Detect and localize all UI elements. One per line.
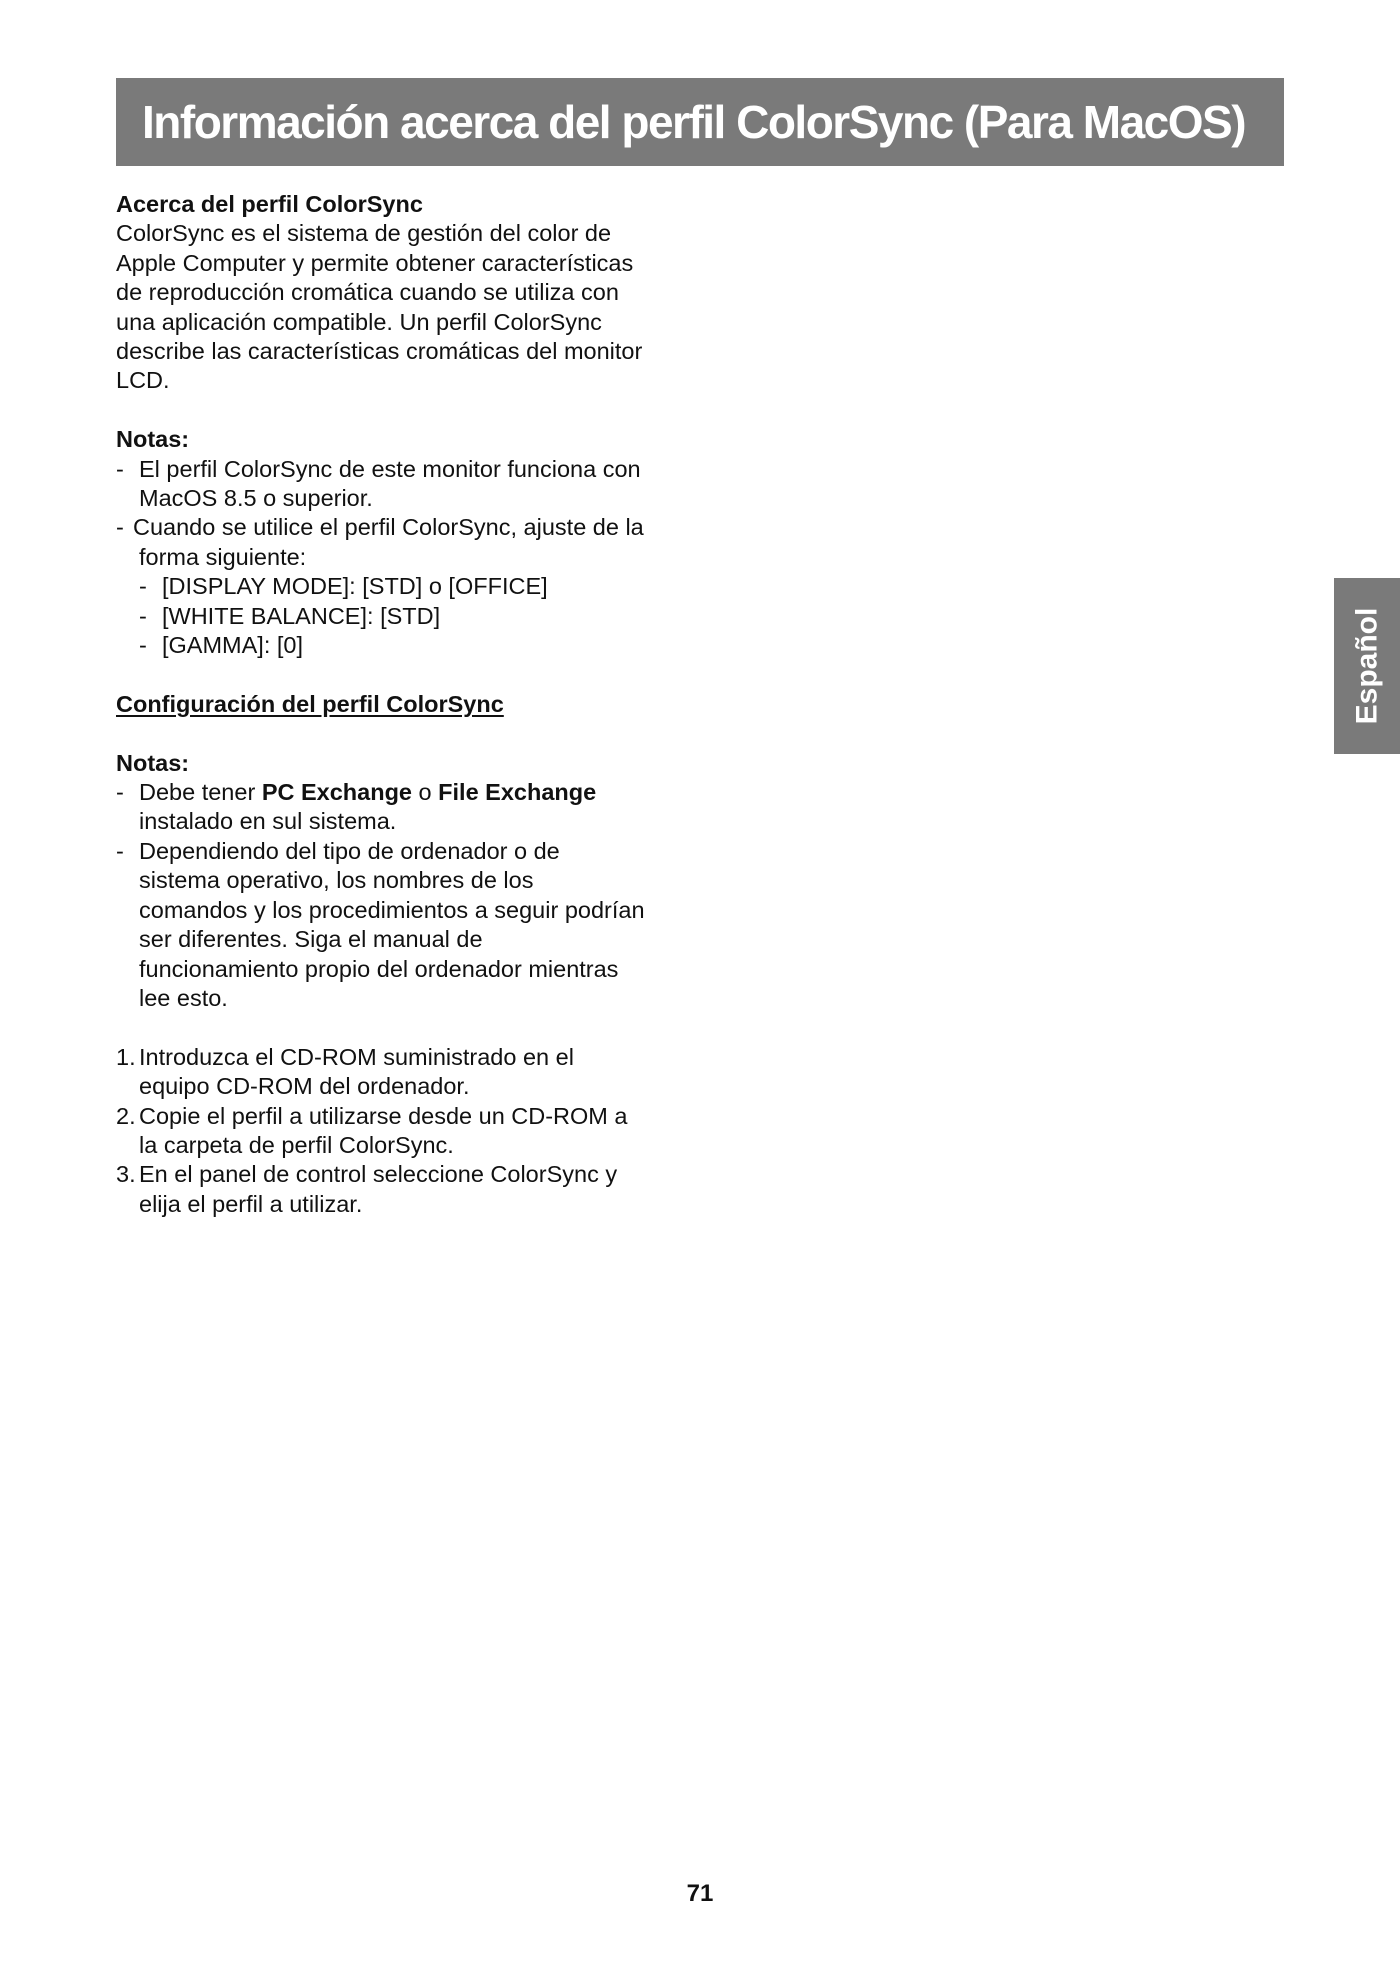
page-title: Información acerca del perfil ColorSync (Para MacOS) bbox=[142, 96, 1246, 148]
bullet-dash: - bbox=[139, 573, 147, 600]
note-line: ser diferentes. Siga el manual de bbox=[139, 926, 483, 953]
note-item bbox=[116, 455, 686, 514]
spacer bbox=[116, 396, 686, 425]
paragraph-line: de reproducción cromática cuando se utiliza con bbox=[116, 279, 619, 306]
main-content bbox=[116, 190, 686, 1219]
notes-heading: Notas: bbox=[116, 749, 190, 776]
note-item bbox=[116, 513, 686, 572]
note-text: o bbox=[412, 779, 439, 806]
paragraph-line: Apple Computer y permite obtener características bbox=[116, 249, 634, 276]
bullet-dash: - bbox=[116, 514, 124, 541]
step-line: Introduzca el CD-ROM suministrado en el bbox=[139, 1043, 574, 1070]
step-item bbox=[116, 1102, 686, 1161]
setting-item bbox=[116, 572, 686, 601]
note-item bbox=[116, 778, 686, 837]
note-text: Debe tener bbox=[139, 779, 262, 806]
setting-text: [WHITE BALANCE]: [STD] bbox=[162, 602, 441, 629]
note-line: Cuando se utilice el perfil ColorSync, ajuste de la bbox=[133, 514, 644, 541]
step-line: En el panel de control seleccione ColorSync y bbox=[139, 1161, 618, 1188]
note-line: Dependiendo del tipo de ordenador o de bbox=[139, 837, 560, 864]
step-line: la carpeta de perfil ColorSync. bbox=[139, 1131, 454, 1158]
notes-heading: Notas: bbox=[116, 426, 190, 453]
paragraph-line: una aplicación compatible. Un perfil ColorSync bbox=[116, 308, 602, 335]
setting-item bbox=[116, 631, 686, 660]
note-line: sistema operativo, los nombres de los bbox=[139, 867, 534, 894]
language-tab-label: Español bbox=[1350, 607, 1384, 725]
software-name: File Exchange bbox=[438, 779, 597, 806]
note-line: MacOS 8.5 o superior. bbox=[139, 485, 373, 512]
step-number: 2. bbox=[116, 1102, 136, 1129]
page-number: 71 bbox=[686, 1880, 714, 1907]
note-line: instalado en sul sistema. bbox=[139, 808, 397, 835]
step-number: 3. bbox=[116, 1161, 136, 1188]
spacer bbox=[116, 719, 686, 748]
step-line: elija el perfil a utilizar. bbox=[139, 1190, 363, 1217]
bullet-dash: - bbox=[139, 632, 147, 659]
spacer bbox=[116, 1013, 686, 1042]
paragraph-line: ColorSync es el sistema de gestión del color de bbox=[116, 220, 612, 247]
section-heading-about: Acerca del perfil ColorSync bbox=[116, 191, 423, 217]
section-heading-config: Configuración del perfil ColorSync bbox=[116, 690, 504, 717]
software-name: PC Exchange bbox=[261, 779, 413, 806]
bullet-dash: - bbox=[139, 602, 147, 629]
note-line: lee esto. bbox=[139, 984, 228, 1011]
paragraph-line: describe las características cromáticas del monitor bbox=[116, 338, 643, 365]
bullet-dash: - bbox=[116, 779, 124, 806]
page-title-bar bbox=[116, 78, 1284, 166]
paragraph-line: LCD. bbox=[116, 367, 170, 394]
bullet-dash: - bbox=[116, 455, 124, 482]
note-line bbox=[139, 778, 686, 807]
note-line: forma siguiente: bbox=[139, 543, 307, 570]
spacer bbox=[116, 660, 686, 689]
note-line: comandos y los procedimientos a seguir podrían bbox=[139, 896, 645, 923]
note-line: El perfil ColorSync de este monitor funciona con bbox=[139, 455, 641, 482]
step-line: equipo CD-ROM del ordenador. bbox=[139, 1073, 470, 1100]
step-item bbox=[116, 1043, 686, 1102]
note-line: funcionamiento propio del ordenador mientras bbox=[139, 955, 619, 982]
language-tab bbox=[1334, 578, 1400, 754]
setting-text: [DISPLAY MODE]: [STD] o [OFFICE] bbox=[162, 573, 548, 600]
step-item bbox=[116, 1160, 686, 1219]
bullet-dash: - bbox=[116, 837, 124, 864]
note-item bbox=[116, 837, 686, 1013]
step-line: Copie el perfil a utilizarse desde un CD-ROM a bbox=[139, 1102, 628, 1129]
setting-text: [GAMMA]: [0] bbox=[162, 632, 304, 659]
step-number: 1. bbox=[116, 1043, 136, 1070]
setting-item bbox=[116, 602, 686, 631]
